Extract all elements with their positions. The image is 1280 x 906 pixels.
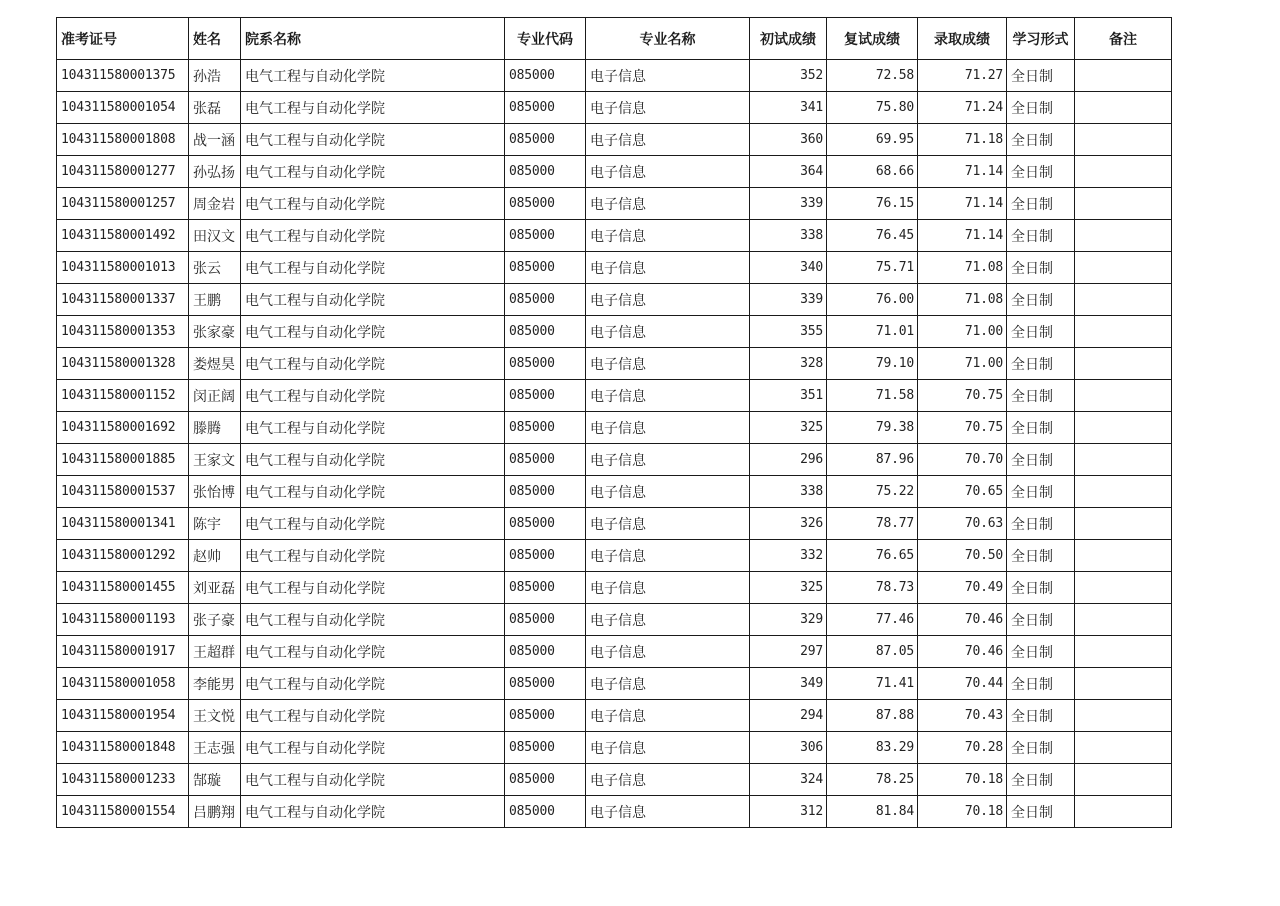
department-cell: 电气工程与自动化学院 <box>241 700 505 732</box>
department-cell: 电气工程与自动化学院 <box>241 732 505 764</box>
name-cell: 吕鹏翔 <box>189 796 241 828</box>
remarks-cell <box>1075 636 1172 668</box>
name-cell: 陈宇 <box>189 508 241 540</box>
study-mode-cell: 全日制 <box>1007 284 1075 316</box>
name-cell: 战一涵 <box>189 124 241 156</box>
admission-results-table <box>56 17 1172 828</box>
retest-score-cell: 76.65 <box>827 540 918 572</box>
remarks-cell <box>1075 764 1172 796</box>
department-cell: 电气工程与自动化学院 <box>241 380 505 412</box>
remarks-cell <box>1075 220 1172 252</box>
major-code-cell: 085000 <box>505 60 586 92</box>
retest-score-cell: 87.88 <box>827 700 918 732</box>
study-mode-cell: 全日制 <box>1007 700 1075 732</box>
retest-score-cell: 75.71 <box>827 252 918 284</box>
retest-score-cell: 76.15 <box>827 188 918 220</box>
major-code-cell: 085000 <box>505 732 586 764</box>
exam-id-cell: 104311580001328 <box>57 348 189 380</box>
major-name-cell: 电子信息 <box>586 764 750 796</box>
initial-score-cell: 332 <box>750 540 827 572</box>
department-cell: 电气工程与自动化学院 <box>241 316 505 348</box>
table-row <box>57 444 1172 476</box>
major-code-cell: 085000 <box>505 444 586 476</box>
exam-id-cell: 104311580001375 <box>57 60 189 92</box>
retest-score-cell: 78.77 <box>827 508 918 540</box>
table-row <box>57 220 1172 252</box>
header-name: 姓名 <box>189 18 241 60</box>
name-cell: 赵帅 <box>189 540 241 572</box>
major-code-cell: 085000 <box>505 92 586 124</box>
remarks-cell <box>1075 188 1172 220</box>
remarks-cell <box>1075 572 1172 604</box>
remarks-cell <box>1075 284 1172 316</box>
initial-score-cell: 355 <box>750 316 827 348</box>
major-name-cell: 电子信息 <box>586 156 750 188</box>
remarks-cell <box>1075 380 1172 412</box>
department-cell: 电气工程与自动化学院 <box>241 284 505 316</box>
retest-score-cell: 79.38 <box>827 412 918 444</box>
table-row <box>57 796 1172 828</box>
department-cell: 电气工程与自动化学院 <box>241 604 505 636</box>
department-cell: 电气工程与自动化学院 <box>241 572 505 604</box>
initial-score-cell: 325 <box>750 572 827 604</box>
initial-score-cell: 349 <box>750 668 827 700</box>
study-mode-cell: 全日制 <box>1007 412 1075 444</box>
major-code-cell: 085000 <box>505 284 586 316</box>
retest-score-cell: 78.73 <box>827 572 918 604</box>
exam-id-cell: 104311580001692 <box>57 412 189 444</box>
header-major-name: 专业名称 <box>586 18 750 60</box>
exam-id-cell: 104311580001054 <box>57 92 189 124</box>
initial-score-cell: 351 <box>750 380 827 412</box>
major-name-cell: 电子信息 <box>586 124 750 156</box>
header-remarks: 备注 <box>1075 18 1172 60</box>
initial-score-cell: 360 <box>750 124 827 156</box>
initial-score-cell: 328 <box>750 348 827 380</box>
admission-score-cell: 71.24 <box>918 92 1007 124</box>
initial-score-cell: 326 <box>750 508 827 540</box>
major-name-cell: 电子信息 <box>586 476 750 508</box>
table-row <box>57 476 1172 508</box>
name-cell: 张家豪 <box>189 316 241 348</box>
admission-score-cell: 70.46 <box>918 636 1007 668</box>
table-row <box>57 284 1172 316</box>
admission-score-cell: 70.63 <box>918 508 1007 540</box>
remarks-cell <box>1075 444 1172 476</box>
admission-score-cell: 70.44 <box>918 668 1007 700</box>
initial-score-cell: 341 <box>750 92 827 124</box>
admission-score-cell: 71.08 <box>918 284 1007 316</box>
table-row <box>57 732 1172 764</box>
remarks-cell <box>1075 156 1172 188</box>
study-mode-cell: 全日制 <box>1007 188 1075 220</box>
admission-score-cell: 70.50 <box>918 540 1007 572</box>
study-mode-cell: 全日制 <box>1007 604 1075 636</box>
major-name-cell: 电子信息 <box>586 668 750 700</box>
major-name-cell: 电子信息 <box>586 252 750 284</box>
department-cell: 电气工程与自动化学院 <box>241 444 505 476</box>
table-header <box>57 18 1172 60</box>
department-cell: 电气工程与自动化学院 <box>241 188 505 220</box>
exam-id-cell: 104311580001954 <box>57 700 189 732</box>
admission-score-cell: 70.75 <box>918 412 1007 444</box>
study-mode-cell: 全日制 <box>1007 668 1075 700</box>
name-cell: 张子豪 <box>189 604 241 636</box>
retest-score-cell: 76.00 <box>827 284 918 316</box>
department-cell: 电气工程与自动化学院 <box>241 92 505 124</box>
study-mode-cell: 全日制 <box>1007 572 1075 604</box>
admission-score-cell: 71.14 <box>918 156 1007 188</box>
name-cell: 孙弘扬 <box>189 156 241 188</box>
major-name-cell: 电子信息 <box>586 316 750 348</box>
retest-score-cell: 79.10 <box>827 348 918 380</box>
name-cell: 张怡博 <box>189 476 241 508</box>
major-name-cell: 电子信息 <box>586 444 750 476</box>
admission-score-cell: 70.18 <box>918 764 1007 796</box>
major-code-cell: 085000 <box>505 540 586 572</box>
admission-score-cell: 71.14 <box>918 220 1007 252</box>
department-cell: 电气工程与自动化学院 <box>241 124 505 156</box>
exam-id-cell: 104311580001885 <box>57 444 189 476</box>
table-row <box>57 92 1172 124</box>
retest-score-cell: 87.05 <box>827 636 918 668</box>
major-name-cell: 电子信息 <box>586 348 750 380</box>
retest-score-cell: 78.25 <box>827 764 918 796</box>
header-study-mode: 学习形式 <box>1007 18 1075 60</box>
admission-score-cell: 70.28 <box>918 732 1007 764</box>
exam-id-cell: 104311580001554 <box>57 796 189 828</box>
retest-score-cell: 69.95 <box>827 124 918 156</box>
name-cell: 张磊 <box>189 92 241 124</box>
department-cell: 电气工程与自动化学院 <box>241 412 505 444</box>
initial-score-cell: 325 <box>750 412 827 444</box>
major-name-cell: 电子信息 <box>586 380 750 412</box>
table-row <box>57 508 1172 540</box>
initial-score-cell: 306 <box>750 732 827 764</box>
major-name-cell: 电子信息 <box>586 796 750 828</box>
name-cell: 郜璇 <box>189 764 241 796</box>
remarks-cell <box>1075 412 1172 444</box>
major-code-cell: 085000 <box>505 636 586 668</box>
major-name-cell: 电子信息 <box>586 60 750 92</box>
major-name-cell: 电子信息 <box>586 188 750 220</box>
major-code-cell: 085000 <box>505 764 586 796</box>
department-cell: 电气工程与自动化学院 <box>241 796 505 828</box>
study-mode-cell: 全日制 <box>1007 732 1075 764</box>
admission-score-cell: 71.18 <box>918 124 1007 156</box>
study-mode-cell: 全日制 <box>1007 348 1075 380</box>
exam-id-cell: 104311580001492 <box>57 220 189 252</box>
major-name-cell: 电子信息 <box>586 220 750 252</box>
major-code-cell: 085000 <box>505 124 586 156</box>
study-mode-cell: 全日制 <box>1007 380 1075 412</box>
remarks-cell <box>1075 252 1172 284</box>
initial-score-cell: 324 <box>750 764 827 796</box>
admission-score-cell: 70.18 <box>918 796 1007 828</box>
exam-id-cell: 104311580001277 <box>57 156 189 188</box>
major-name-cell: 电子信息 <box>586 412 750 444</box>
retest-score-cell: 68.66 <box>827 156 918 188</box>
remarks-cell <box>1075 540 1172 572</box>
admission-score-cell: 70.43 <box>918 700 1007 732</box>
name-cell: 田汉文 <box>189 220 241 252</box>
table-row <box>57 188 1172 220</box>
initial-score-cell: 352 <box>750 60 827 92</box>
remarks-cell <box>1075 316 1172 348</box>
admission-score-cell: 71.00 <box>918 316 1007 348</box>
admission-score-cell: 71.00 <box>918 348 1007 380</box>
table-row <box>57 572 1172 604</box>
table-row <box>57 540 1172 572</box>
admission-results-sheet <box>56 17 1172 828</box>
name-cell: 娄煜昊 <box>189 348 241 380</box>
initial-score-cell: 297 <box>750 636 827 668</box>
exam-id-cell: 104311580001292 <box>57 540 189 572</box>
retest-score-cell: 83.29 <box>827 732 918 764</box>
department-cell: 电气工程与自动化学院 <box>241 764 505 796</box>
table-row <box>57 156 1172 188</box>
initial-score-cell: 338 <box>750 220 827 252</box>
retest-score-cell: 76.45 <box>827 220 918 252</box>
table-row <box>57 252 1172 284</box>
admission-score-cell: 71.14 <box>918 188 1007 220</box>
remarks-cell <box>1075 92 1172 124</box>
study-mode-cell: 全日制 <box>1007 636 1075 668</box>
major-code-cell: 085000 <box>505 604 586 636</box>
header-retest-score: 复试成绩 <box>827 18 918 60</box>
retest-score-cell: 81.84 <box>827 796 918 828</box>
study-mode-cell: 全日制 <box>1007 156 1075 188</box>
major-code-cell: 085000 <box>505 252 586 284</box>
study-mode-cell: 全日制 <box>1007 796 1075 828</box>
table-row <box>57 124 1172 156</box>
study-mode-cell: 全日制 <box>1007 252 1075 284</box>
remarks-cell <box>1075 508 1172 540</box>
name-cell: 张云 <box>189 252 241 284</box>
table-row <box>57 348 1172 380</box>
exam-id-cell: 104311580001455 <box>57 572 189 604</box>
header-row <box>57 18 1172 60</box>
table-row <box>57 700 1172 732</box>
study-mode-cell: 全日制 <box>1007 476 1075 508</box>
study-mode-cell: 全日制 <box>1007 764 1075 796</box>
department-cell: 电气工程与自动化学院 <box>241 476 505 508</box>
remarks-cell <box>1075 348 1172 380</box>
major-name-cell: 电子信息 <box>586 604 750 636</box>
initial-score-cell: 339 <box>750 188 827 220</box>
study-mode-cell: 全日制 <box>1007 444 1075 476</box>
initial-score-cell: 339 <box>750 284 827 316</box>
major-code-cell: 085000 <box>505 188 586 220</box>
exam-id-cell: 104311580001917 <box>57 636 189 668</box>
admission-score-cell: 71.08 <box>918 252 1007 284</box>
retest-score-cell: 72.58 <box>827 60 918 92</box>
admission-score-cell: 70.46 <box>918 604 1007 636</box>
exam-id-cell: 104311580001848 <box>57 732 189 764</box>
study-mode-cell: 全日制 <box>1007 92 1075 124</box>
exam-id-cell: 104311580001193 <box>57 604 189 636</box>
major-name-cell: 电子信息 <box>586 636 750 668</box>
major-code-cell: 085000 <box>505 156 586 188</box>
name-cell: 王鹏 <box>189 284 241 316</box>
retest-score-cell: 75.80 <box>827 92 918 124</box>
admission-score-cell: 70.65 <box>918 476 1007 508</box>
exam-id-cell: 104311580001337 <box>57 284 189 316</box>
department-cell: 电气工程与自动化学院 <box>241 252 505 284</box>
department-cell: 电气工程与自动化学院 <box>241 348 505 380</box>
exam-id-cell: 104311580001152 <box>57 380 189 412</box>
major-name-cell: 电子信息 <box>586 732 750 764</box>
initial-score-cell: 294 <box>750 700 827 732</box>
name-cell: 周金岩 <box>189 188 241 220</box>
remarks-cell <box>1075 732 1172 764</box>
initial-score-cell: 340 <box>750 252 827 284</box>
department-cell: 电气工程与自动化学院 <box>241 60 505 92</box>
name-cell: 闵正阔 <box>189 380 241 412</box>
initial-score-cell: 329 <box>750 604 827 636</box>
name-cell: 王志强 <box>189 732 241 764</box>
retest-score-cell: 71.58 <box>827 380 918 412</box>
initial-score-cell: 312 <box>750 796 827 828</box>
admission-score-cell: 70.75 <box>918 380 1007 412</box>
major-code-cell: 085000 <box>505 348 586 380</box>
major-code-cell: 085000 <box>505 508 586 540</box>
exam-id-cell: 104311580001257 <box>57 188 189 220</box>
remarks-cell <box>1075 124 1172 156</box>
major-code-cell: 085000 <box>505 220 586 252</box>
department-cell: 电气工程与自动化学院 <box>241 508 505 540</box>
department-cell: 电气工程与自动化学院 <box>241 636 505 668</box>
remarks-cell <box>1075 668 1172 700</box>
table-row <box>57 636 1172 668</box>
table-row <box>57 316 1172 348</box>
major-code-cell: 085000 <box>505 668 586 700</box>
major-name-cell: 电子信息 <box>586 572 750 604</box>
major-name-cell: 电子信息 <box>586 508 750 540</box>
study-mode-cell: 全日制 <box>1007 508 1075 540</box>
name-cell: 王文悦 <box>189 700 241 732</box>
department-cell: 电气工程与自动化学院 <box>241 156 505 188</box>
name-cell: 李能男 <box>189 668 241 700</box>
department-cell: 电气工程与自动化学院 <box>241 668 505 700</box>
department-cell: 电气工程与自动化学院 <box>241 220 505 252</box>
exam-id-cell: 104311580001233 <box>57 764 189 796</box>
remarks-cell <box>1075 700 1172 732</box>
exam-id-cell: 104311580001537 <box>57 476 189 508</box>
table-row <box>57 604 1172 636</box>
admission-score-cell: 70.70 <box>918 444 1007 476</box>
remarks-cell <box>1075 796 1172 828</box>
remarks-cell <box>1075 476 1172 508</box>
exam-id-cell: 104311580001353 <box>57 316 189 348</box>
department-cell: 电气工程与自动化学院 <box>241 540 505 572</box>
table-body <box>57 60 1172 828</box>
retest-score-cell: 77.46 <box>827 604 918 636</box>
initial-score-cell: 364 <box>750 156 827 188</box>
exam-id-cell: 104311580001013 <box>57 252 189 284</box>
table-row <box>57 380 1172 412</box>
remarks-cell <box>1075 604 1172 636</box>
table-row <box>57 764 1172 796</box>
study-mode-cell: 全日制 <box>1007 540 1075 572</box>
name-cell: 王家文 <box>189 444 241 476</box>
exam-id-cell: 104311580001341 <box>57 508 189 540</box>
major-code-cell: 085000 <box>505 412 586 444</box>
retest-score-cell: 71.41 <box>827 668 918 700</box>
table-row <box>57 60 1172 92</box>
major-code-cell: 085000 <box>505 700 586 732</box>
study-mode-cell: 全日制 <box>1007 220 1075 252</box>
header-admission-score: 录取成绩 <box>918 18 1007 60</box>
name-cell: 滕腾 <box>189 412 241 444</box>
retest-score-cell: 87.96 <box>827 444 918 476</box>
exam-id-cell: 104311580001808 <box>57 124 189 156</box>
study-mode-cell: 全日制 <box>1007 60 1075 92</box>
header-initial-score: 初试成绩 <box>750 18 827 60</box>
initial-score-cell: 338 <box>750 476 827 508</box>
major-name-cell: 电子信息 <box>586 700 750 732</box>
header-department: 院系名称 <box>241 18 505 60</box>
major-name-cell: 电子信息 <box>586 284 750 316</box>
major-name-cell: 电子信息 <box>586 540 750 572</box>
retest-score-cell: 71.01 <box>827 316 918 348</box>
study-mode-cell: 全日制 <box>1007 316 1075 348</box>
major-code-cell: 085000 <box>505 476 586 508</box>
exam-id-cell: 104311580001058 <box>57 668 189 700</box>
header-exam-id: 准考证号 <box>57 18 189 60</box>
major-name-cell: 电子信息 <box>586 92 750 124</box>
table-row <box>57 668 1172 700</box>
major-code-cell: 085000 <box>505 796 586 828</box>
admission-score-cell: 70.49 <box>918 572 1007 604</box>
major-code-cell: 085000 <box>505 572 586 604</box>
name-cell: 刘亚磊 <box>189 572 241 604</box>
remarks-cell <box>1075 60 1172 92</box>
table-row <box>57 412 1172 444</box>
header-major-code: 专业代码 <box>505 18 586 60</box>
initial-score-cell: 296 <box>750 444 827 476</box>
admission-score-cell: 71.27 <box>918 60 1007 92</box>
name-cell: 孙浩 <box>189 60 241 92</box>
major-code-cell: 085000 <box>505 316 586 348</box>
name-cell: 王超群 <box>189 636 241 668</box>
major-code-cell: 085000 <box>505 380 586 412</box>
retest-score-cell: 75.22 <box>827 476 918 508</box>
study-mode-cell: 全日制 <box>1007 124 1075 156</box>
